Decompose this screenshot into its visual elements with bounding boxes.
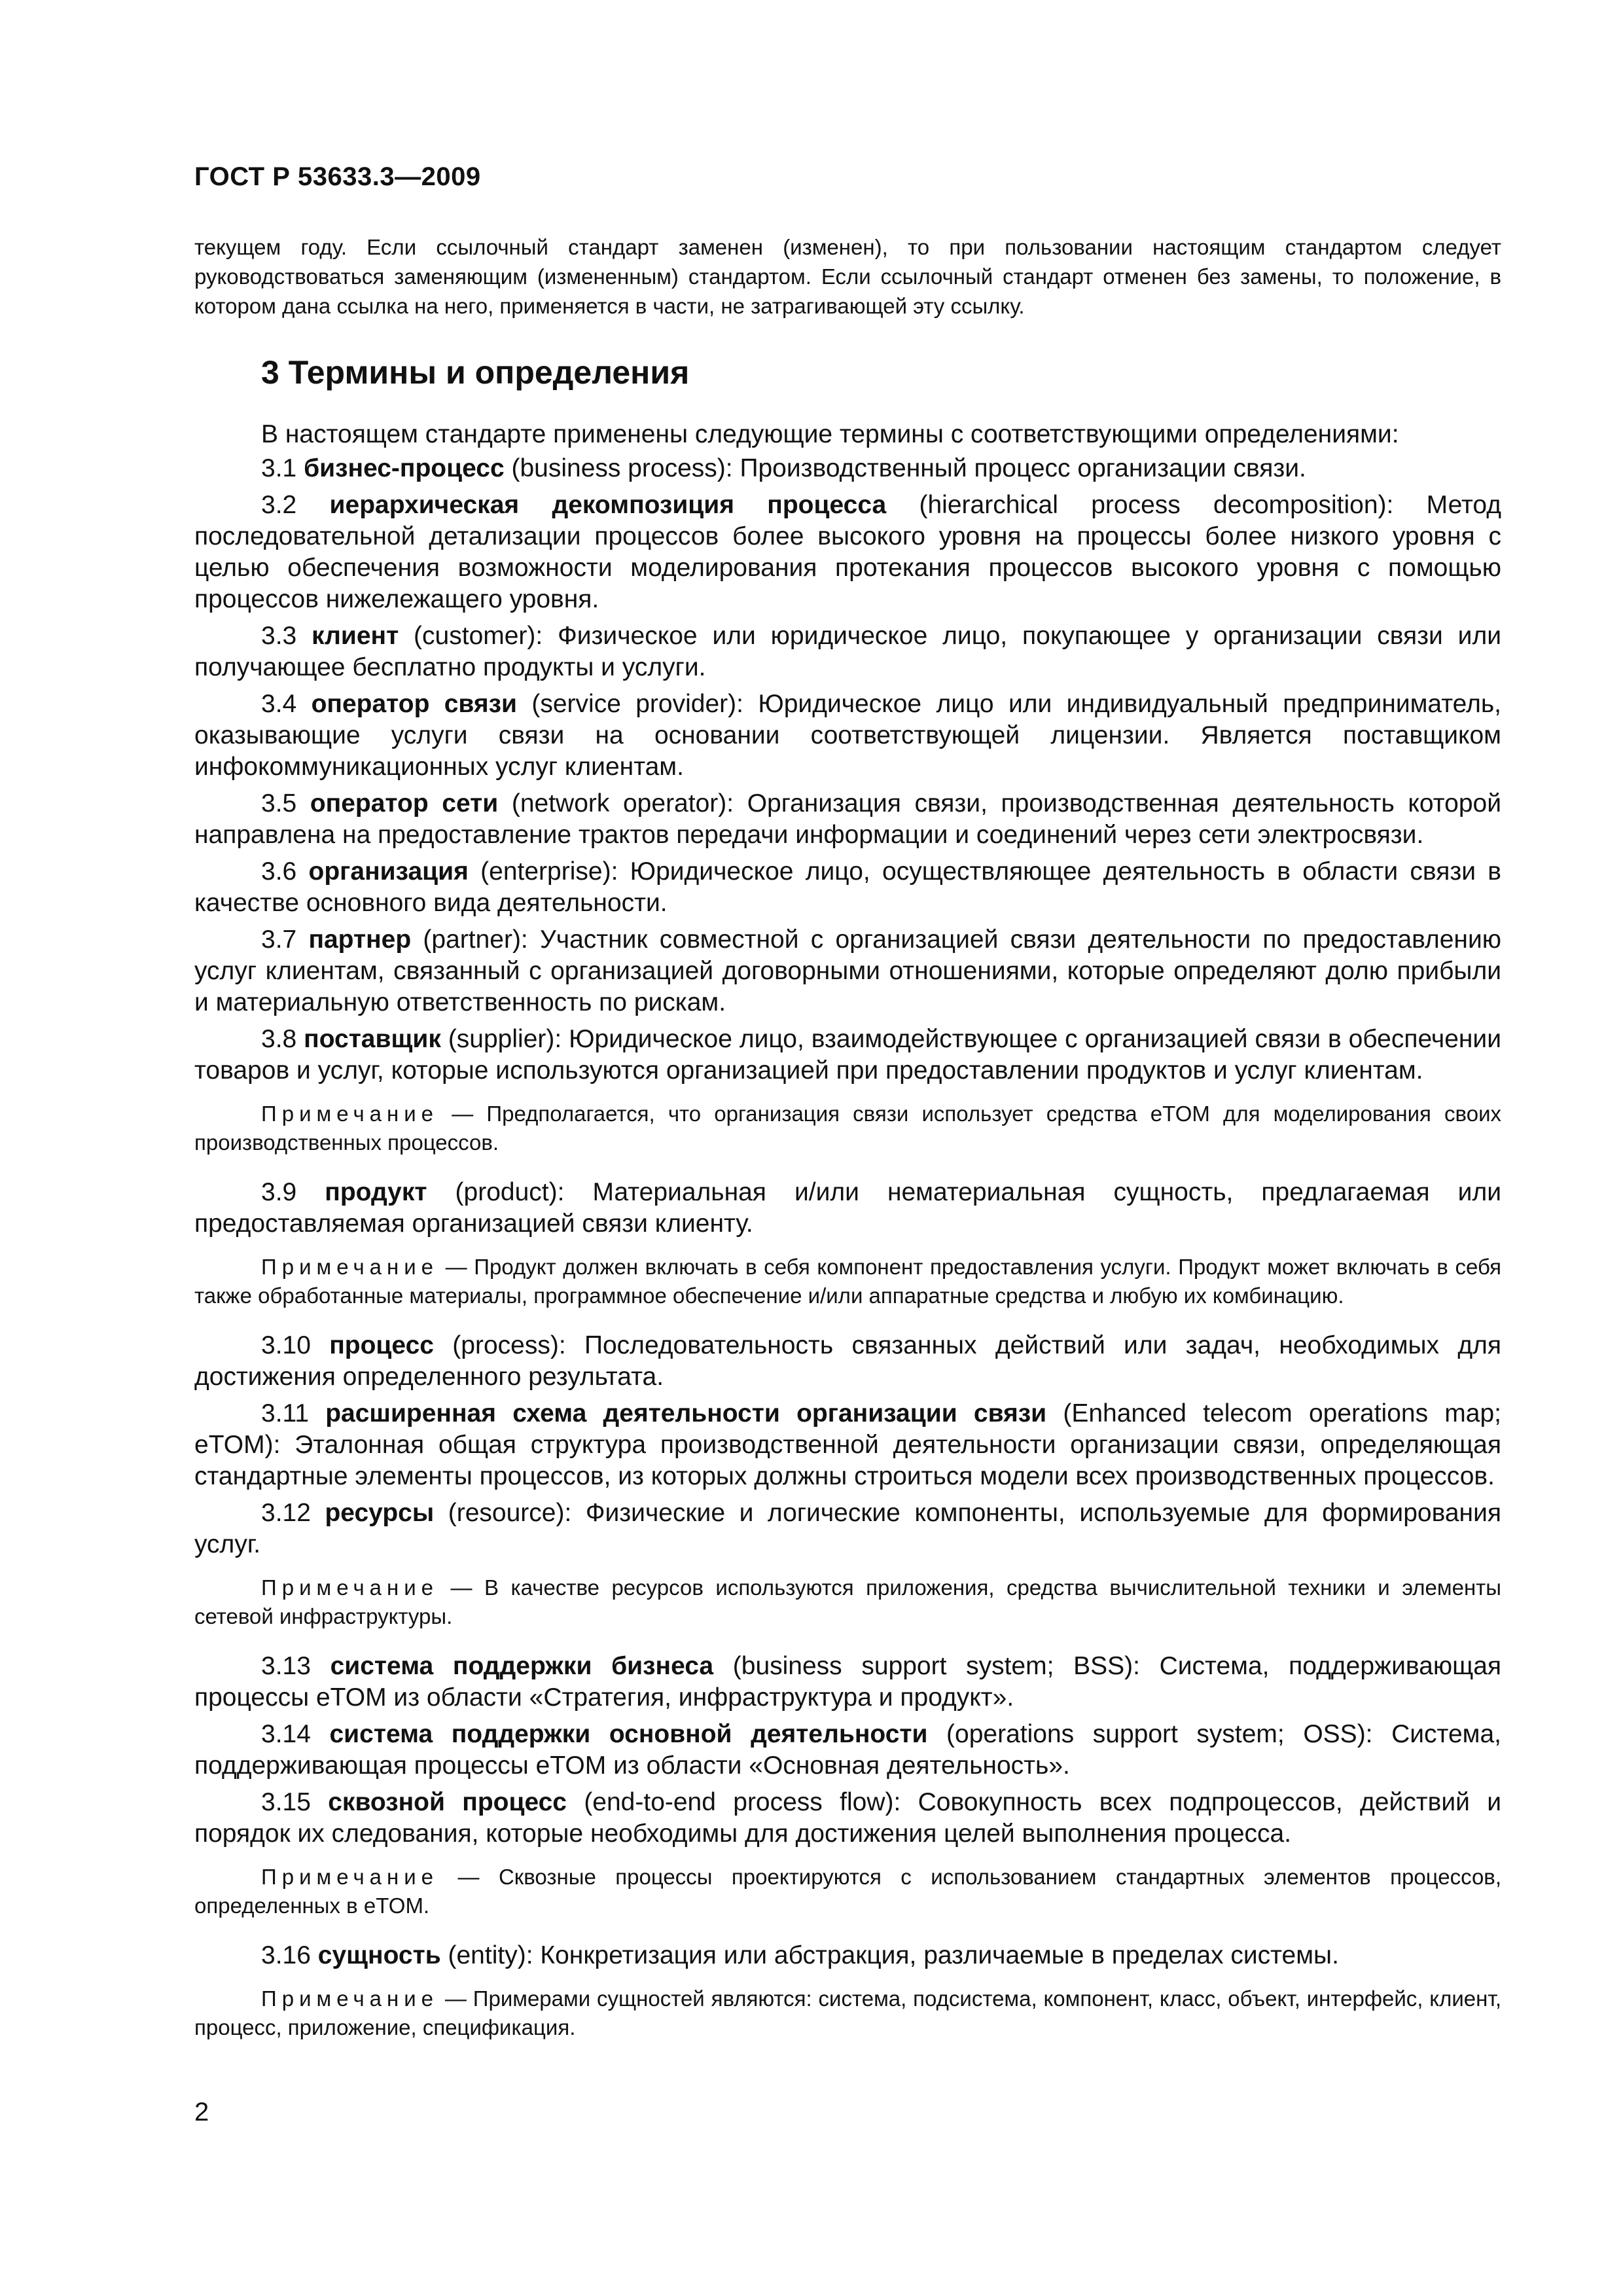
- term: иерархическая декомпозиция процесса: [329, 491, 887, 519]
- term: сущность: [317, 1941, 441, 1969]
- term-definition: (business support system; BSS): Система, поддерживающая процессы eTOM из области «Стратегия, инфраструктура и продукт».: [194, 1652, 1501, 1712]
- document-header: ГОСТ Р 53633.3—2009: [194, 162, 481, 191]
- note-3-16: [194, 1984, 1501, 2042]
- term: система поддержки основной деятельности: [329, 1720, 928, 1748]
- term: расширенная схема деятельности организации связи: [325, 1399, 1047, 1427]
- note-text: — Продукт должен включать в себя компонент предоставления услуги. Продукт может включать в себя также обработанные материалы, программное обеспечение и/или аппаратные средства и любую их комбинацию.: [194, 1255, 1501, 1308]
- section-title: 3 Термины и определения: [261, 354, 690, 391]
- term-number: 3.5: [261, 789, 297, 817]
- definition-3-5: [194, 788, 1501, 851]
- definition-3-9: [194, 1177, 1501, 1240]
- note-3-8: [194, 1100, 1501, 1157]
- note-text: — Примерами сущностей являются: система, подсистема, компонент, класс, объект, интерфейс, клиент, процесс, приложение, спецификация.: [194, 1986, 1502, 2039]
- note-text: — Сквозные процессы проектируются с использованием стандартных элементов процессов, определенных в eTOM.: [194, 1865, 1502, 1918]
- term-definition: (enterprise): Юридическое лицо, осуществляющее деятельность в области связи в качестве основного вида деятельности.: [194, 857, 1501, 917]
- note-3-12: [194, 1573, 1501, 1631]
- definition-3-12: [194, 1498, 1501, 1560]
- term: организация: [308, 857, 469, 886]
- definition-3-11: [194, 1398, 1501, 1492]
- term: оператор связи: [311, 690, 518, 718]
- term-number: 3.1: [261, 454, 297, 482]
- term-definition: (hierarchical process decomposition): Метод последовательной детализации процессов более высокого уровня на процессы более низкого уровня с целью обеспечения возможности моделирования протекания процессов высокого уровня с помощью процессов нижележащего уровня.: [194, 491, 1501, 613]
- term: ресурсы: [325, 1499, 435, 1527]
- term-definition: (customer): Физическое или юридическое лицо, покупающее у организации связи или получающее бесплатно продукты и услуги.: [194, 622, 1501, 681]
- term: процесс: [329, 1331, 434, 1359]
- definition-3-8: [194, 1024, 1501, 1086]
- term-number: 3.9: [261, 1178, 297, 1206]
- term-number: 3.6: [261, 857, 297, 886]
- intro-paragraph: текущем году. Если ссылочный стандарт заменен (изменен), то при пользовании настоящим стандартом следует руководствоваться заменяющим (измененным) стандартом. Если ссылочный стандарт отменен без замены, то положение, в котором дана ссылка на него, применяется в части, не затрагивающей эту ссылку.: [194, 235, 1501, 318]
- term: клиент: [312, 622, 399, 650]
- definition-3-7: [194, 924, 1501, 1018]
- definition-3-2: [194, 490, 1501, 615]
- term-definition: (supplier): Юридическое лицо, взаимодействующее с организацией связи в обеспечении товаров и услуг, которые используются организацией при предоставлении продуктов и услуг клиентам.: [194, 1025, 1501, 1085]
- term-definition: (network operator): Организация связи, производственная деятельность которой направлена на предоставление трактов передачи информации и соединений через сети электросвязи.: [194, 789, 1502, 849]
- term-definition: (operations support system; OSS): Система, поддерживающая процессы eTOM из области «Основная деятельность».: [194, 1720, 1501, 1780]
- term-number: 3.15: [261, 1788, 311, 1816]
- note-label: Примечание: [261, 1865, 439, 1889]
- term-definition: (business process): Производственный процесс организации связи.: [504, 454, 1306, 482]
- note-3-9: [194, 1253, 1501, 1310]
- term: партнер: [308, 925, 412, 954]
- note-label: Примечание: [261, 1102, 439, 1126]
- term-number: 3.16: [261, 1941, 311, 1969]
- note-label: Примечание: [261, 1255, 439, 1279]
- term-definition: (product): Материальная и/или нематериальная сущность, предлагаемая или предоставляемая организацией связи клиенту.: [194, 1178, 1502, 1238]
- definition-3-4: [194, 689, 1501, 783]
- definition-3-6: [194, 856, 1501, 919]
- term-number: 3.13: [261, 1652, 311, 1680]
- definition-3-16: [194, 1940, 1501, 1971]
- term: продукт: [325, 1178, 427, 1206]
- note-label: Примечание: [261, 1986, 439, 2011]
- definition-3-3: [194, 620, 1501, 683]
- term-number: 3.3: [261, 622, 297, 650]
- term-definition: (Enhanced telecom operations map; eTOM): Эталонная общая структура производственной деятельности организации связи, определяющая стандартные элементы процессов, из которых должны строиться модели всех производственных процессов.: [194, 1399, 1502, 1490]
- term: сквозной процесс: [328, 1788, 567, 1816]
- term: система поддержки бизнеса: [330, 1652, 714, 1680]
- term: поставщик: [304, 1025, 441, 1053]
- definition-3-10: [194, 1330, 1501, 1393]
- term-number: 3.4: [261, 690, 297, 718]
- term-definition: (service provider): Юридическое лицо или индивидуальный предприниматель, оказывающие услуги связи на основании соответствующей лицензии. Является поставщиком инфокоммуникационных услуг клиентам.: [194, 690, 1501, 781]
- definition-3-13: [194, 1651, 1501, 1713]
- term-definition: (end-to-end process flow): Совокупность всех подпроцессов, действий и порядок их следования, которые необходимы для достижения целей выполнения процесса.: [194, 1788, 1501, 1848]
- term-number: 3.8: [261, 1025, 297, 1053]
- term-number: 3.10: [261, 1331, 311, 1359]
- page-number: 2: [194, 2098, 209, 2126]
- note-label: Примечание: [261, 1575, 439, 1600]
- term-number: 3.12: [261, 1499, 311, 1527]
- note-text: — В качестве ресурсов используются приложения, средства вычислительной техники и элементы сетевой инфраструктуры.: [194, 1575, 1502, 1628]
- definition-3-1: [194, 453, 1501, 484]
- note-text: — Предполагается, что организация связи использует средства eTOM для моделирования своих производственных процессов.: [194, 1102, 1502, 1155]
- lead-paragraph: В настоящем стандарте применены следующие термины с соответствующими определениями:: [261, 420, 1399, 448]
- term-definition: (resource): Физические и логические компоненты, используемые для формирования услуг.: [194, 1499, 1501, 1558]
- term: бизнес-процесс: [304, 454, 505, 482]
- term-number: 3.2: [261, 491, 297, 519]
- term: оператор сети: [310, 789, 499, 817]
- term-number: 3.14: [261, 1720, 311, 1748]
- term-number: 3.7: [261, 925, 297, 954]
- note-3-15: [194, 1863, 1501, 1920]
- term-definition: (process): Последовательность связанных действий или задач, необходимых для достижения определенного результата.: [194, 1331, 1501, 1391]
- definitions-body: [194, 419, 1501, 2062]
- term-definition: (partner): Участник совместной с организацией связи деятельности по предоставлению услуг клиентам, связанный с организацией договорными отношениями, которые определяют долю прибыли и материальную ответственность по рискам.: [194, 925, 1501, 1016]
- definition-3-14: [194, 1719, 1501, 1782]
- definition-3-15: [194, 1787, 1501, 1850]
- term-number: 3.11: [261, 1399, 310, 1427]
- term-definition: (entity): Конкретизация или абстракция, различаемые в пределах системы.: [440, 1941, 1339, 1969]
